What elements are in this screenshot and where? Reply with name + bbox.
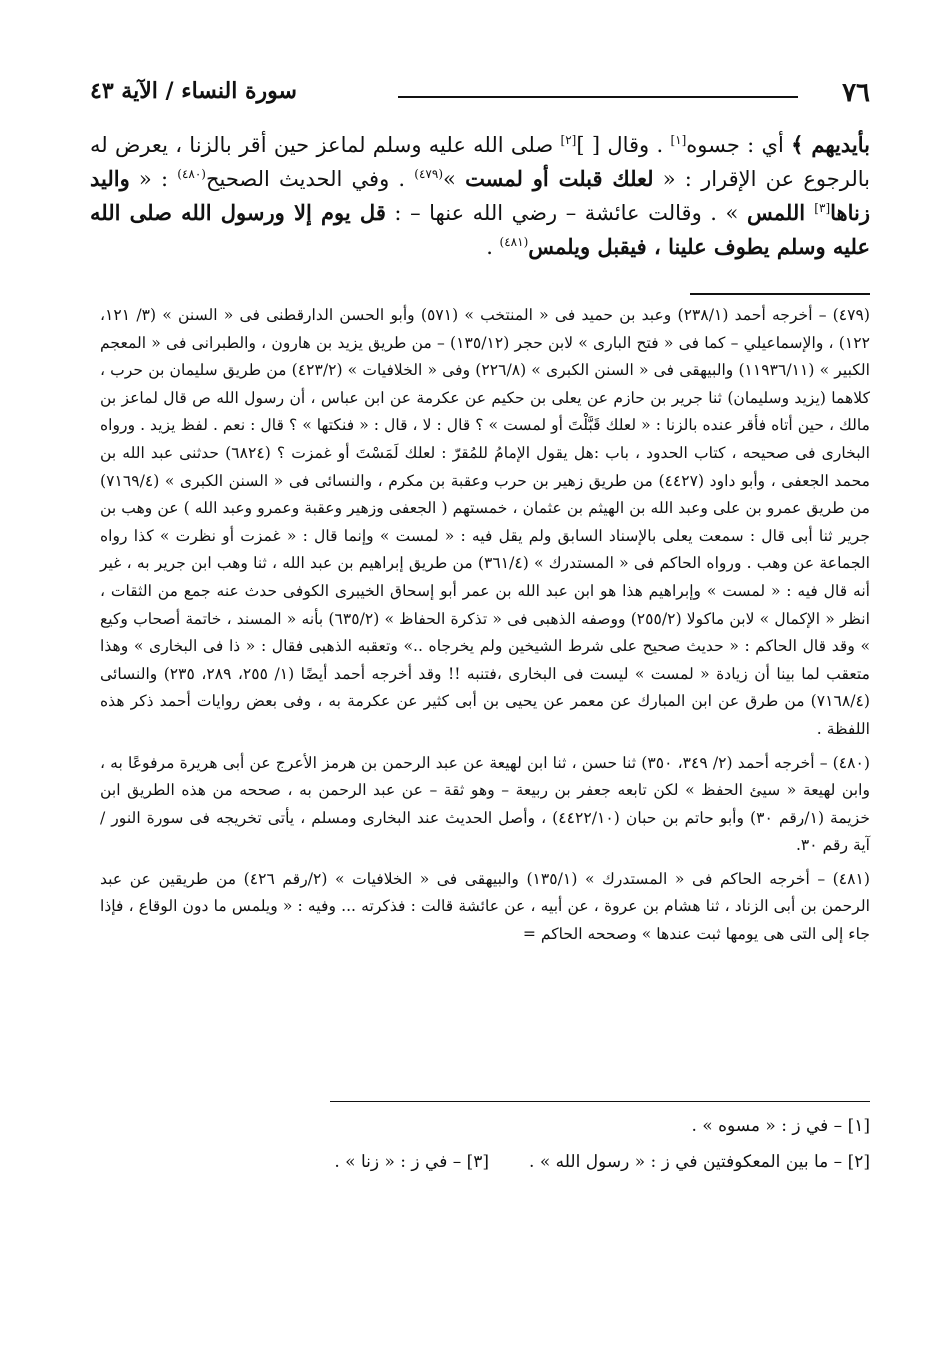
header-rule xyxy=(398,96,798,98)
hadith-quote: لعلك قبلت أو لمست xyxy=(465,166,654,191)
page-number: ٧٦ xyxy=(842,78,870,108)
text-segment: . وقال [ ] xyxy=(576,133,671,157)
manuscript-variants xyxy=(90,1108,870,1180)
variant-marker: [٣] xyxy=(814,201,831,215)
footnote-marker: (٤٧٩) xyxy=(414,167,444,181)
running-title: سورة النساء / الآية ٤٣ xyxy=(90,78,297,104)
text-segment: . وفي الحديث الصحيح xyxy=(205,167,415,191)
main-text xyxy=(90,128,870,264)
variant-note-3: [٣] – في ز : « زنا » . xyxy=(334,1152,490,1172)
text-segment: صلى الله عليه وسلم لماعز حين أقر بالزنا ، يعرض له بالرجوع عن الإقرار : « xyxy=(90,133,870,191)
footnote-479: (٤٧٩) – أخرجه أحمد (٢٣٨/١) وعبد بن حميد فى « المنتخب » (٥٧١) وأبو الحسن الدارقطنى فى « السنن » (٣/ ١٢١، ١٢٢) ، والإسماعيلي – كما فى « فتح البارى » لابن حجر (١٣٥/١٢) – من طريق يزيد بن هارون ، والطبرانى فى « المعجم الكبير » (١١٩٣٦/١١) والبيهقى فى « السنن الكبرى » (٢٢٦/٨) وفى « الخلافيات » (٤٢٣/٢) من طريق سليمان بن حرب ، كلاهما (يزيد وسليمان) ثنا جرير بن حازم عن يعلى بن حكيم عن عكرمة عن ابن عباس ، أن رسول الله ص قال لماعز بن مالك ، حين أتاه فأقر عنده بالزنا : « لعلك قَبَّلْتَ أو لمست » ؟ قال : لا ، قال : « فنكتها » ؟ قال : نعم . لفظ يزيد . ورواه البخارى فى صحيحه ، كتاب الحدود ، باب :هل يقول الإمامُ للمُقرّ : لعلك لَمَسْتَ أو غمزت ؟ (٦٨٢٤) حدثنى عبد الله بن محمد الجعفى ، وأبو داود (٤٤٢٧) من طريق زهير بن حرب وعقبة بن مكرم ، والنسائى فى « السنن الكبرى » (٧١٦٩/٤) من طريق عمرو بن على وعبد الله بن الهيثم بن عثمان ، خمستهم ( الجعفى وزهير وعقبة وعمرو وعبد الله ) عن وهب بن جرير ثنا أبى قال : سمعت يعلى بالإسناد السابق ولم يقل فيه : « لمست » وإنما قال : « غمزت أو نظرت » كذا رواه الجماعة عن وهب . ورواه الحاكم فى « المستدرك » (٣٦١/٤) من طريق إبراهيم بن عبد الله ، ثنا وهب ابن جرير به ، غير أنه قال فيه : « لمست » وإبراهيم هذا هو ابن عبد الله بن عمر أبو إسحاق الخيبرى الكوفى حدث عنه جمع من الثقات ، انظر « الإكمال » لابن ماكولا (٢٥٥/٢) ووصفه الذهبى فى « تذكرة الحفاظ » (٦٣٥/٢) بأنه « المسند ، خاتمة أصحاب وكيع » وقد قال الحاكم : « حديث صحيح على شرط الشيخين ولم يخرجاه ..» وتعقبه الذهبى فقال : « ذا فى البخارى » وهذا متعقب لما بينا أن زيادة « لمست » ليست فى البخارى ،فتنبه !! وقد أخرجه أحمد أيضًا (١/ ٢٥٥، ٢٨٩، ٢٣٥) والنسائى (٧١٦٨/٤) من طرق عن ابن المبارك عن معمر عن يحيى بن أبى كثير عن عكرمة به ، وفى بعض روايات أحمد ذكر هذه اللفظة . xyxy=(100,306,870,738)
hadith-quote: واليد زناها xyxy=(90,166,870,225)
variant-marker: [١] xyxy=(670,133,687,147)
footnote-marker: (٤٨٠) xyxy=(177,167,206,181)
text-segment: » xyxy=(443,167,466,191)
variant-marker: [٢] xyxy=(560,133,577,147)
footnote-separator xyxy=(690,293,870,295)
hadith-quote: قل يوم إلا ورسول الله صلى الله عليه وسلم يطوف علينا ، فيقبل ويلمس xyxy=(90,200,870,259)
hadith-quote: اللمس xyxy=(746,200,815,225)
variant-row xyxy=(90,1144,870,1180)
page-header xyxy=(90,78,870,112)
variant-note-1: [١] – في ز : « مسوه » . xyxy=(691,1116,870,1136)
variant-note-2: [٢] – ما بين المعكوفتين في ز : « رسول الله » . xyxy=(529,1152,870,1172)
text-segment: : « xyxy=(129,167,178,191)
quran-word: بأيديهم ﴾ xyxy=(791,132,870,157)
text-segment: » . وقالت عائشة – رضي الله عنها – : xyxy=(385,201,747,225)
footnote-marker: (٤٨١) xyxy=(499,235,529,249)
variant-row xyxy=(90,1108,870,1144)
text-segment: أي : جسوه xyxy=(686,133,792,157)
main-paragraph xyxy=(90,128,870,264)
variants-separator xyxy=(330,1101,870,1102)
text-segment: . xyxy=(486,235,500,259)
footnotes xyxy=(100,302,870,955)
footnote-481: (٤٨١) – أخرجه الحاكم فى « المستدرك » (١٣٥/١) والبيهقى فى « الخلافيات » (٢/رقم ٤٢٦) من طريقين عن عبد الرحمن بن أبى الزناد ، ثنا هشام بن عروة ، عن أبيه ، عن عائشة قالت : فذكرته ... وفيه : « ويلمس ما دون الوقاع ، فإذا جاء إلى التى هى يومها ثبت عندها » وصححه الحاكم = xyxy=(100,869,870,944)
footnote-480: (٤٨٠) – أخرجه أحمد (٢/ ٣٤٩، ٣٥٠) ثنا حسن ، ثنا ابن لهيعة عن عبد الرحمن بن هرمز الأعرج عن أبى هريرة مرفوعًا به ، وابن لهيعة « سيئ الحفظ » لكن تابعه جعفر بن ربيعة – وهو ثقة – عن عبد الرحمن به ، صححه من هذه الطريق ابن خزيمة (١/رقم ٣٠) وأبو حاتم بن حبان (٤٤٢٢/١٠) ، وأصل الحديث عند البخارى ومسلم ، يأتى تخريجه فى سورة النور / آية رقم ٣٠. xyxy=(100,753,871,855)
